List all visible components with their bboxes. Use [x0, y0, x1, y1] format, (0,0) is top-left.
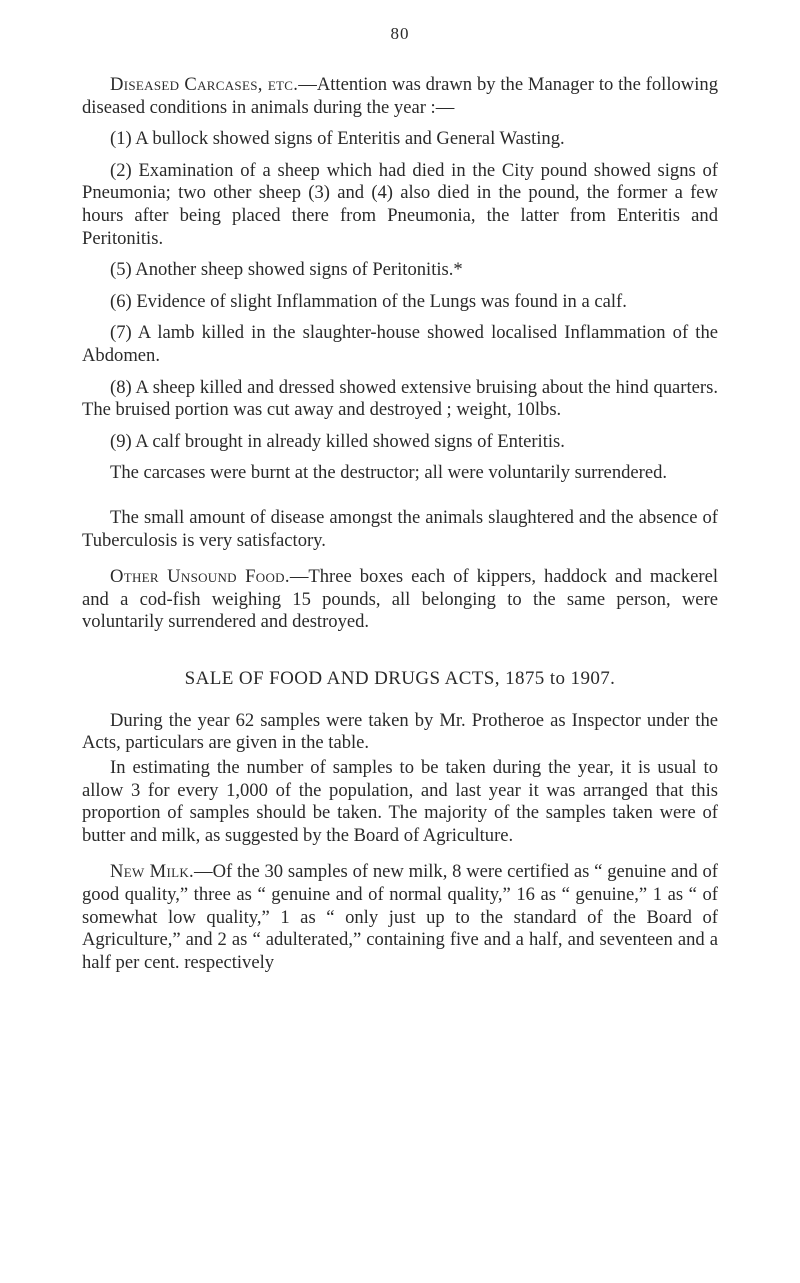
carcase-item-1: (1) A bullock showed signs of Enteritis and General Wasting. — [110, 128, 565, 150]
sale-paragraph-1: During the year 62 samples were taken by Mr. Protheroe as Inspector under the Acts, particulars are given in the table. — [82, 709, 718, 754]
carcases-summary-paragraph: The small amount of disease amongst the animals slaughtered and the absence of Tuberculosis is very satisfactory. — [82, 506, 718, 551]
sale-paragraph-2: In estimating the number of samples to be taken during the year, it is usual to allow 3 for every 1,000 of the population, and last year it was arranged that this proportion of samples should be taken. The majority of the samples taken were of butter and milk, as suggested by the Board of Agriculture. — [82, 757, 718, 846]
carcases-burnt-paragraph: The carcases were burnt at the destructor; all were voluntarily surrendered. — [110, 462, 668, 484]
unsound-food-heading: Other Unsound Food. — [110, 566, 290, 588]
new-milk-text: —Of the 30 samples of new milk, 8 were certified as “ genuine and of good quality,” three as “ genuine and of normal quality,” 16 as “ genuine,” 1 as “ of somewhat low quality,” 1 as “ only just up to the standard of the Board of Agriculture,” and 2 as “ adulterated,” containing five and a half, and seventeen and a half per cent. respectively — [82, 861, 719, 973]
sale-of-food-section-title: SALE OF FOOD AND DRUGS ACTS, 1875 to 1907. — [184, 667, 616, 689]
new-milk-heading: New Milk. — [110, 861, 194, 883]
carcase-item-9: (9) A calf brought in already killed showed signs of Enteritis. — [110, 430, 565, 452]
document-page — [82, 24, 718, 974]
carcases-intro-paragraph — [82, 74, 718, 119]
carcase-item-8: (8) A sheep killed and dressed showed extensive bruising about the hind quarters. The bruised portion was cut away and destroyed ; weight, 10lbs. — [82, 376, 718, 421]
carcase-item-5: (5) Another sheep showed signs of Peritonitis.* — [110, 259, 463, 281]
carcase-item-6: (6) Evidence of slight Inflammation of the Lungs was found in a calf. — [110, 290, 627, 312]
carcase-item-7: (7) A lamb killed in the slaughter-house showed localised Inflammation of the Abdomen. — [82, 322, 718, 366]
carcase-item-2: (2) Examination of a sheep which had died in the City pound showed signs of Pneumonia; two other sheep (3) and (4) also died in the pound, the former a few hours after being placed there from Pneumonia, the latter from Enteritis and Peritonitis. — [82, 159, 718, 249]
page-number: 80 — [390, 24, 410, 43]
unsound-food-text: —Three boxes each of kippers, haddock and mackerel and a cod-fish weighing 15 pounds, all belonging to the same person, were voluntarily surrendered and destroyed. — [82, 566, 718, 633]
new-milk-paragraph — [82, 861, 718, 974]
carcases-intro-text: —Attention was drawn by the Manager to the following diseased conditions in animals during the year :— — [82, 74, 718, 118]
carcases-heading: Diseased Carcases, etc. — [110, 74, 299, 95]
unsound-food-paragraph — [82, 566, 718, 634]
